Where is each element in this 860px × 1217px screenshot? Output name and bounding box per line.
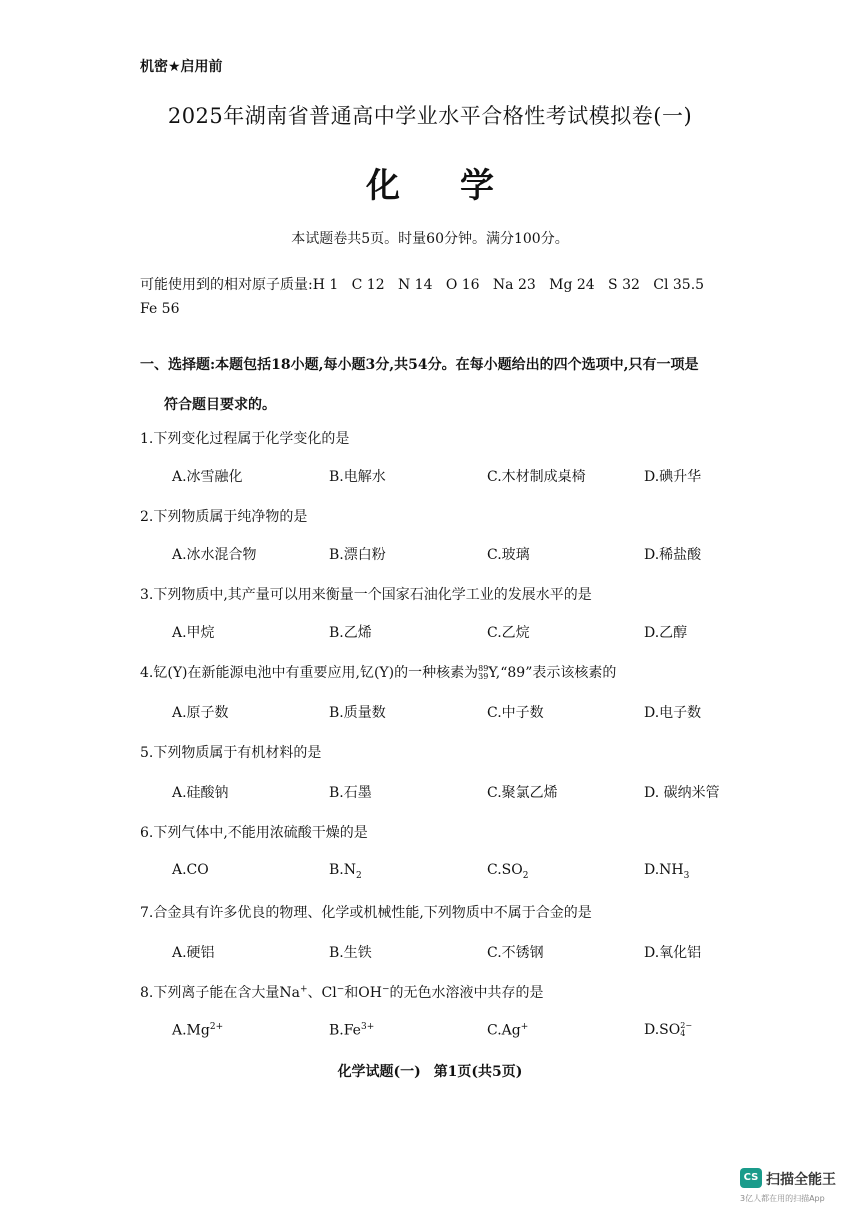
option-d: D.乙醇 [644, 625, 688, 641]
nuclide-symbol: Y [488, 665, 496, 681]
sulfate-charge [680, 1022, 692, 1038]
nuclide-mass-number: 89 [478, 664, 489, 673]
question-8-stem-part: 的无色水溶液中共存的是 [389, 985, 544, 1001]
question-5-options [172, 782, 792, 802]
option-c [487, 862, 644, 881]
scanner-watermark [740, 1168, 850, 1208]
footer-paper-name: 化学试题(一) [337, 1064, 421, 1080]
option-a-text: A.Mg [172, 1022, 210, 1039]
option-c: C.乙烷 [487, 625, 530, 641]
option-a-text: A.CO [172, 862, 209, 878]
question-4-stem [140, 662, 616, 682]
question-8-stem [140, 982, 544, 1002]
option-b: B.质量数 [329, 705, 386, 721]
question-2-stem: 2.下列物质属于纯净物的是 [140, 509, 308, 525]
option-c: C.木材制成桌椅 [487, 469, 586, 485]
option-b-text: B.N [329, 862, 356, 878]
option-a: A.冰雪融化 [172, 469, 243, 485]
option-a: A.原子数 [172, 705, 229, 721]
subscript: 2 [356, 870, 362, 881]
atomic-masses-line1: 可能使用到的相对原子质量:H 1 C 12 N 14 O 16 Na 23 Mg 24 S 32 Cl 35.5 [140, 277, 705, 293]
option-d [644, 862, 792, 881]
option-b: B.石墨 [329, 785, 372, 801]
question-8-stem-part: 、Cl [307, 985, 337, 1001]
option-b: B.漂白粉 [329, 547, 386, 563]
option-d: D.碘升华 [644, 469, 702, 485]
question-3-options [172, 622, 792, 642]
question-2-options [172, 544, 792, 564]
question-7-stem: 7.合金具有许多优良的物理、化学或机械性能,下列物质中不属于合金的是 [140, 905, 592, 921]
section-heading [140, 345, 780, 425]
option-d-text: D.SO [644, 1022, 681, 1038]
option-c: C.不锈钢 [487, 945, 544, 961]
question-5-stem: 5.下列物质属于有机材料的是 [140, 745, 322, 761]
page-footer [0, 1061, 860, 1081]
question-8-options [172, 1022, 792, 1039]
section-heading-line1: 一、选择题:本题包括18小题,每小题3分,共54分。在每小题给出的四个选项中,只有一项是 [140, 357, 699, 373]
option-a: A.硬铝 [172, 945, 215, 961]
superscript: 2− [680, 1021, 693, 1030]
superscript: + [299, 984, 308, 995]
section-heading-line2: 符合题目要求的。 [164, 397, 276, 413]
option-d: D. 碳纳米管 [644, 785, 720, 801]
option-d: D.氧化铝 [644, 945, 702, 961]
subject-title: 化学 [366, 166, 554, 206]
option-d: D.稀盐酸 [644, 547, 702, 563]
question-8-stem-part: 8.下列离子能在含大量Na [140, 985, 300, 1001]
question-6-stem: 6.下列气体中,不能用浓硫酸干燥的是 [140, 825, 368, 841]
option-a [172, 1022, 329, 1039]
option-c-text: C.Ag [487, 1022, 521, 1039]
question-4-options [172, 702, 792, 722]
question-4-stem-text: 4.钇(Y)在新能源电池中有重要应用,钇(Y)的一种核素为 [140, 665, 479, 681]
camscanner-logo-icon: CS [740, 1168, 762, 1188]
question-8-stem-part: 和OH [344, 985, 382, 1001]
option-a: A.甲烷 [172, 625, 215, 641]
option-b [329, 1022, 487, 1039]
option-a: A.硅酸钠 [172, 785, 229, 801]
option-b-text: B.Fe [329, 1022, 361, 1039]
option-b [329, 862, 487, 881]
option-b: B.乙烯 [329, 625, 372, 641]
superscript: − [336, 984, 345, 995]
option-b: B.电解水 [329, 469, 386, 485]
option-c-text: C.SO [487, 862, 523, 878]
option-b: B.生铁 [329, 945, 372, 961]
footer-page-number: 第1页(共5页) [433, 1064, 523, 1080]
nuclide-atomic-number: 39 [478, 672, 489, 681]
superscript: 2+ [209, 1022, 224, 1032]
subscript: 4 [680, 1029, 686, 1038]
exam-info: 本试题卷共5页。时量60分钟。满分100分。 [291, 231, 569, 247]
option-c: C.中子数 [487, 705, 544, 721]
question-4-stem-tail: ,“89”表示该核素的 [495, 665, 617, 681]
question-1-options [172, 466, 792, 486]
atomic-masses [140, 273, 770, 321]
option-c [487, 1022, 644, 1039]
atomic-masses-line2: Fe 56 [140, 301, 180, 317]
superscript: + [520, 1022, 529, 1032]
option-a [172, 862, 329, 881]
scanner-tagline: 3亿人都在用的扫描App [740, 1194, 825, 1203]
option-d: D.电子数 [644, 705, 702, 721]
scanner-brand-name: 扫描全能王 [766, 1172, 836, 1188]
option-d [644, 1022, 792, 1039]
option-a: A.冰水混合物 [172, 547, 257, 563]
option-d-text: D.NH [644, 862, 684, 878]
question-6-options [172, 862, 792, 881]
option-c: C.聚氯乙烯 [487, 785, 558, 801]
subscript: 3 [683, 870, 690, 881]
exam-title: 2025年湖南省普通高中学业水平合格性考试模拟卷(一) [167, 104, 693, 128]
superscript: − [381, 984, 390, 995]
question-3-stem: 3.下列物质中,其产量可以用来衡量一个国家石油化学工业的发展水平的是 [140, 587, 592, 603]
superscript: 3+ [360, 1022, 375, 1032]
nuclide-notation [478, 665, 488, 681]
question-7-options [172, 942, 792, 962]
subscript: 2 [522, 870, 529, 881]
confidential-label: 机密★启用前 [140, 59, 223, 75]
option-c: C.玻璃 [487, 547, 530, 563]
question-1-stem: 1.下列变化过程属于化学变化的是 [140, 431, 350, 447]
